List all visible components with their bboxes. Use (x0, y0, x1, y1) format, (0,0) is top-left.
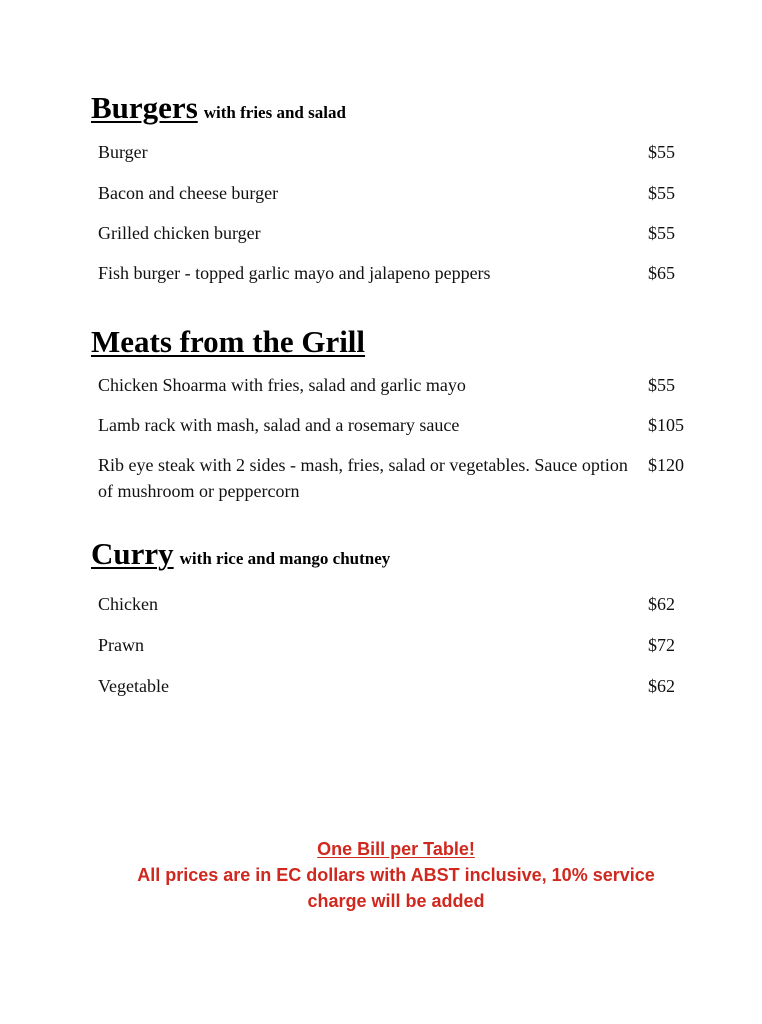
item-name: Chicken Shoarma with fries, salad and garlic mayo (98, 375, 466, 395)
footer-note: All prices are in EC dollars with ABST inclusive, 10% service charge will be added (137, 865, 655, 911)
menu-item (98, 180, 698, 206)
item-name: Chicken (98, 594, 158, 614)
section-title: Curry (91, 536, 174, 571)
section-subtitle: with fries and salad (203, 103, 346, 122)
item-price: $55 (648, 223, 675, 243)
item-name: Rib eye steak with 2 sides - mash, fries, salad or vegetables. Sauce option of mushroom or peppercorn (98, 455, 628, 501)
section-title: Meats from the Grill (91, 324, 366, 359)
item-price: $55 (648, 142, 675, 162)
menu-item (98, 632, 698, 658)
footer-title: One Bill per Table! (317, 839, 475, 859)
footer-notice (0, 836, 762, 914)
item-price: $55 (648, 375, 675, 395)
menu-item (98, 139, 698, 165)
item-price: $72 (648, 635, 675, 655)
item-price: $62 (648, 594, 675, 614)
item-price: $120 (648, 455, 684, 475)
section-heading-meats (91, 326, 365, 357)
menu-item (98, 220, 698, 246)
section-subtitle: with rice and mango chutney (179, 549, 391, 568)
section-title: Burgers (91, 90, 198, 125)
section-heading-burgers (91, 92, 346, 123)
menu-item (98, 260, 698, 286)
item-name: Burger (98, 142, 148, 162)
item-price: $105 (648, 415, 684, 435)
item-price: $65 (648, 263, 675, 283)
menu-item (98, 412, 698, 438)
item-name: Bacon and cheese burger (98, 183, 279, 203)
section-heading-curry (91, 538, 390, 569)
menu-item (98, 673, 698, 699)
item-name: Vegetable (98, 676, 169, 696)
item-name: Lamb rack with mash, salad and a rosemary sauce (98, 415, 460, 435)
item-name: Grilled chicken burger (98, 223, 261, 243)
item-price: $62 (648, 676, 675, 696)
item-name: Fish burger - topped garlic mayo and jalapeno peppers (98, 263, 491, 283)
menu-item (98, 591, 698, 617)
menu-item (98, 452, 698, 504)
item-price: $55 (648, 183, 675, 203)
item-name: Prawn (98, 635, 144, 655)
menu-item (98, 372, 698, 398)
